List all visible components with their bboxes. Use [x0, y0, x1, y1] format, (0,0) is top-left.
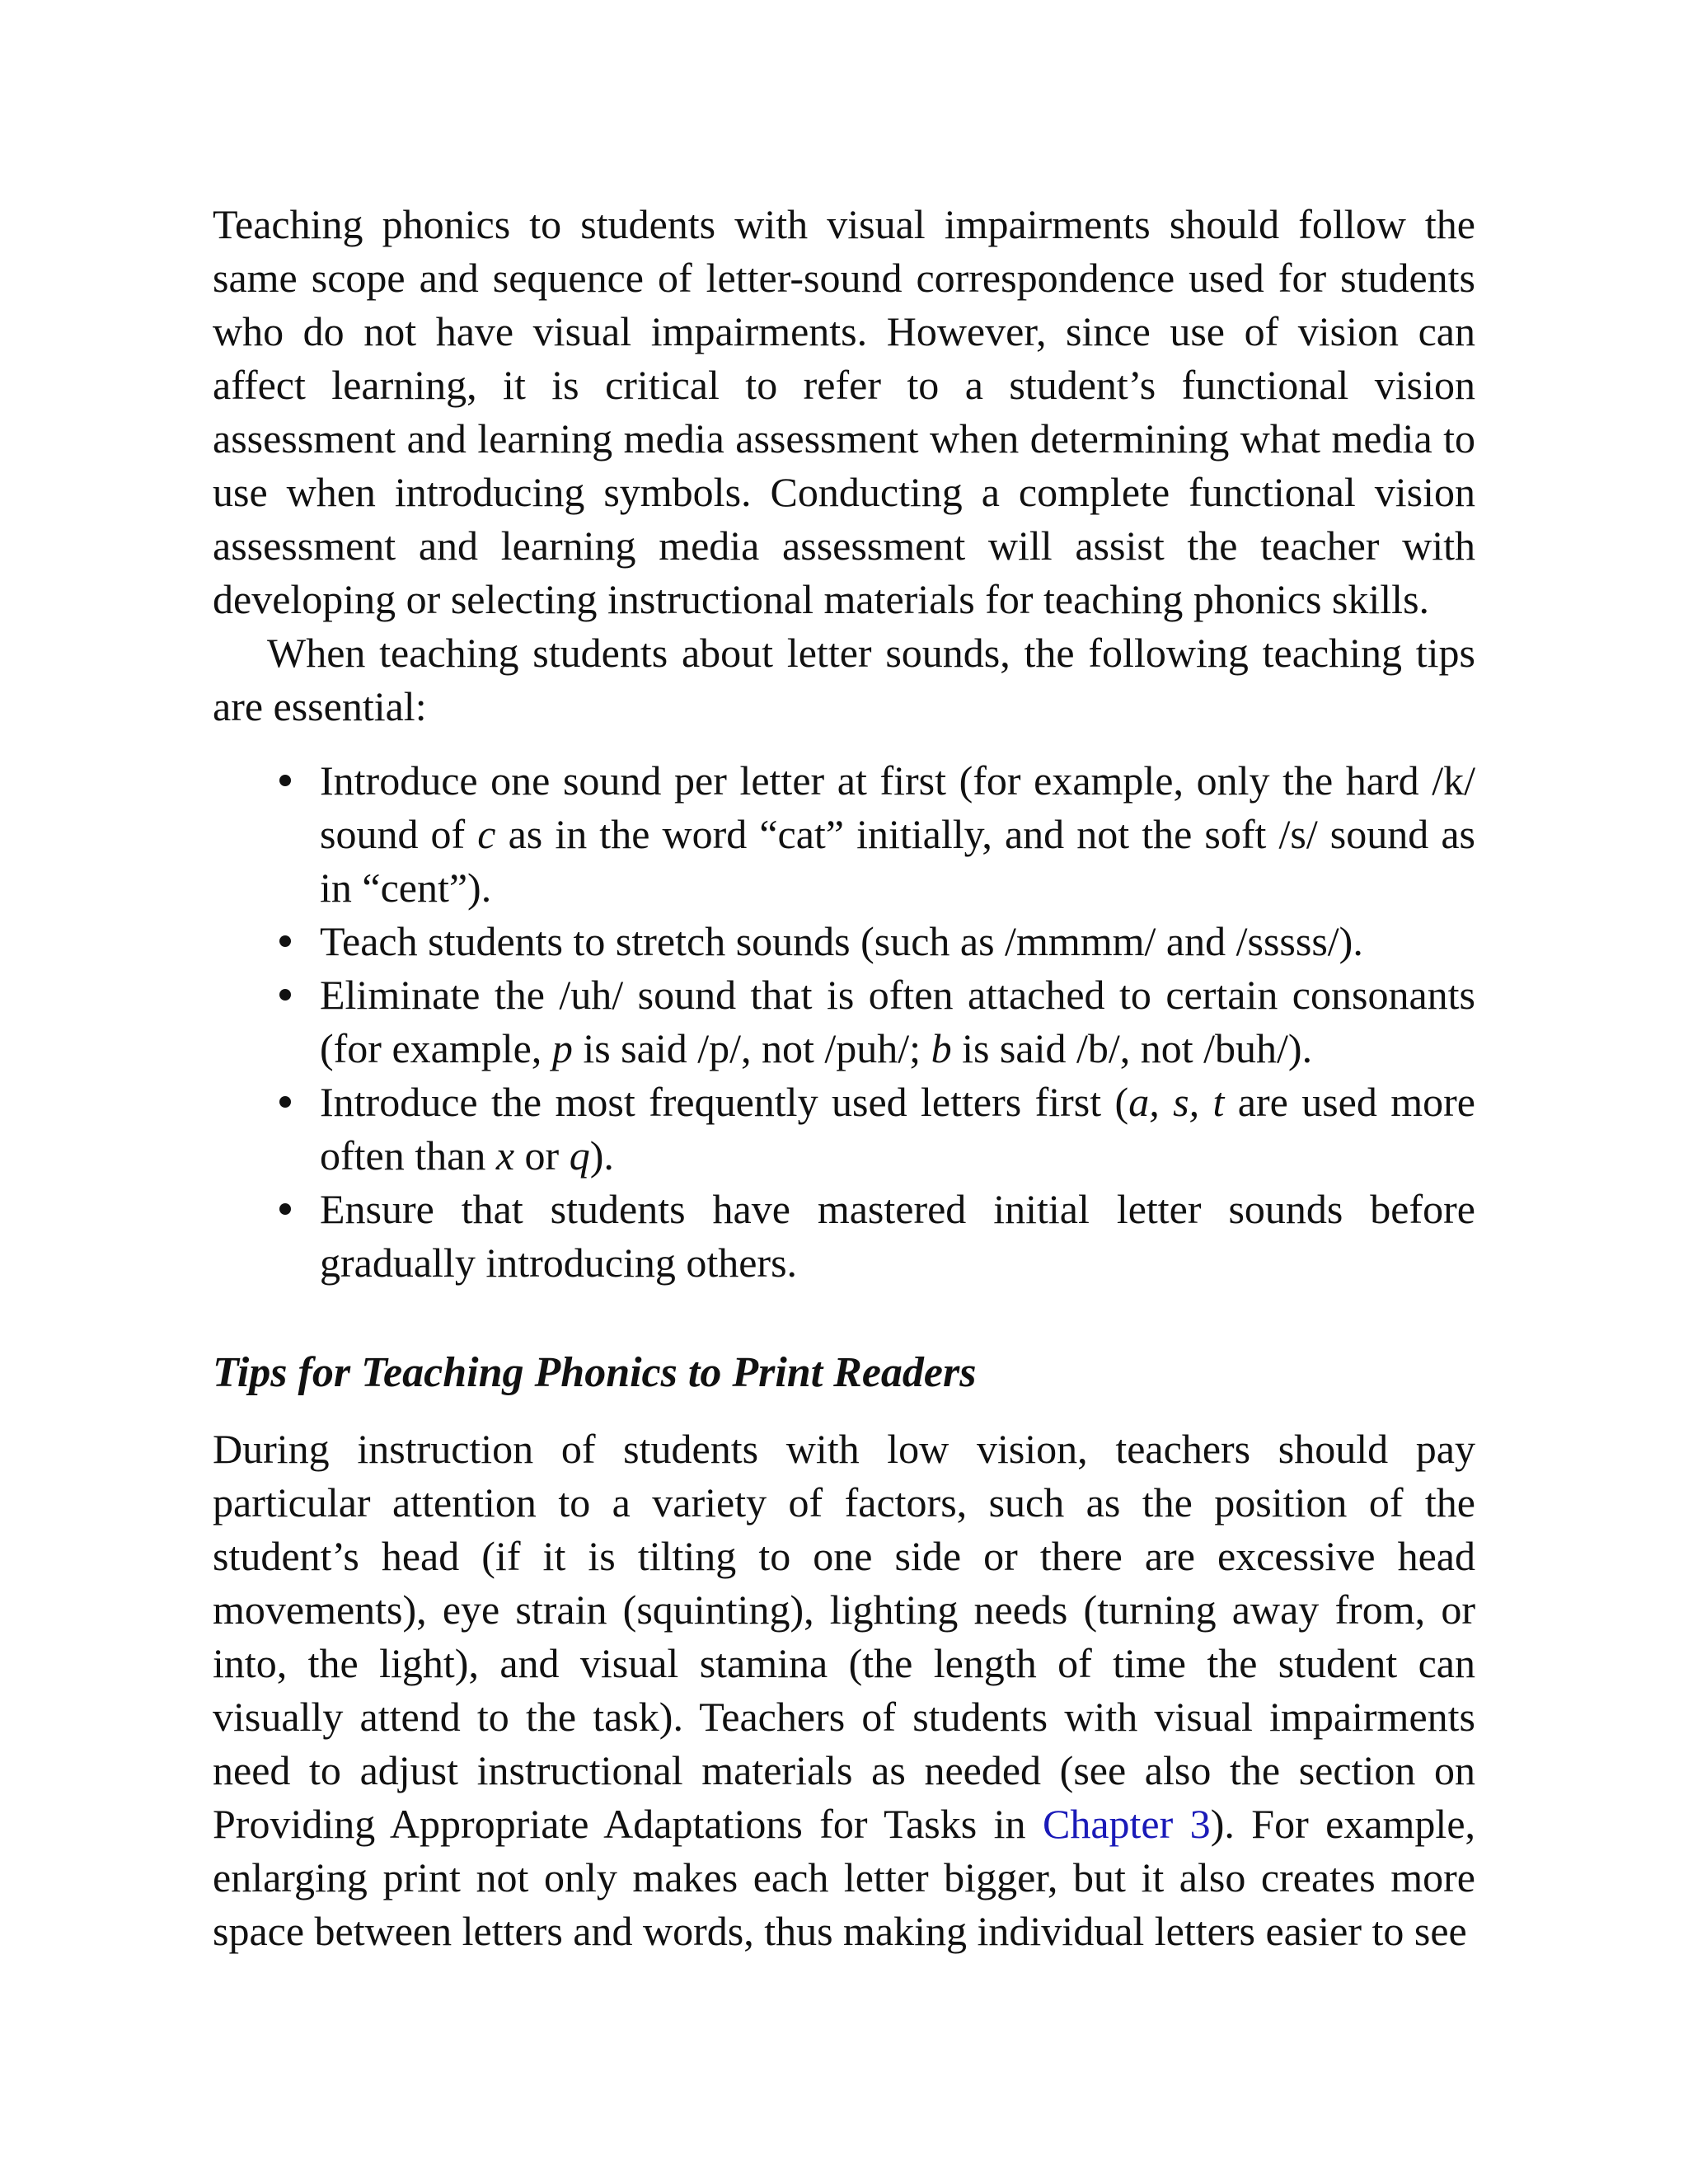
- section-heading: Tips for Teaching Phonics to Print Readers: [213, 1349, 977, 1396]
- list-item: Introduce the most frequently used letters first (a, s, t are used more often than x or q).: [320, 1076, 1475, 1183]
- list-item: Eliminate the /uh/ sound that is often attached to certain consonants (for example, p is said /p/, not /puh/; b is said /b/, not /buh/).: [320, 968, 1475, 1076]
- list-item: Teach students to stretch sounds (such as /mmmm/ and /sssss/).: [320, 915, 1475, 968]
- chapter-3-link[interactable]: Chapter 3: [1042, 1801, 1211, 1847]
- bullet-icon: [279, 989, 291, 1001]
- bullet-icon: [279, 935, 291, 947]
- intro-paragraph-2: When teaching students about letter sounds, the following teaching tips are essential:: [213, 630, 1475, 729]
- section-body-paragraph: During instruction of students with low vision, teachers should pay particular attention to a variety of factors, such as the position of the student’s head (if it is tilting to one side or there are excessive head movements), eye strain (squinting), lighting needs (turning away from, or into, the light), and visual stamina (the length of time the student can visually attend to the task). Teachers of students with visual impairments need to adjust instructional materials as needed (see also the section on Providing Appropriate Adaptations for Tasks in Chapter 3). For example, enlarging print not only makes each letter bigger, but it also creates more space between letters and words, thus making individual letters easier to see: [213, 1426, 1476, 1954]
- bullet-icon: [279, 1096, 291, 1108]
- list-item: Introduce one sound per letter at first (for example, only the hard /k/ sound of c as in the word “cat” initially, and not the soft /s/ sound as in “cent”).: [320, 754, 1475, 915]
- document-page: [213, 198, 1475, 1958]
- list-item: Ensure that students have mastered initial letter sounds before gradually introducing others.: [320, 1183, 1475, 1290]
- teaching-tips-list: [213, 754, 1475, 1290]
- intro-paragraph-1: Teaching phonics to students with visual impairments should follow the same scope and sequence of letter-sound correspondence used for students who do not have visual impairments. However, since use of vision can affect learning, it is critical to refer to a student’s functional vision assessment and learning media assessment when determining what media to use when introducing symbols. Conducting a complete functional vision assessment and learning media assessment will assist the teacher with developing or selecting instructional materials for teaching phonics skills.: [213, 201, 1475, 622]
- bullet-icon: [279, 775, 291, 786]
- bullet-icon: [279, 1203, 291, 1215]
